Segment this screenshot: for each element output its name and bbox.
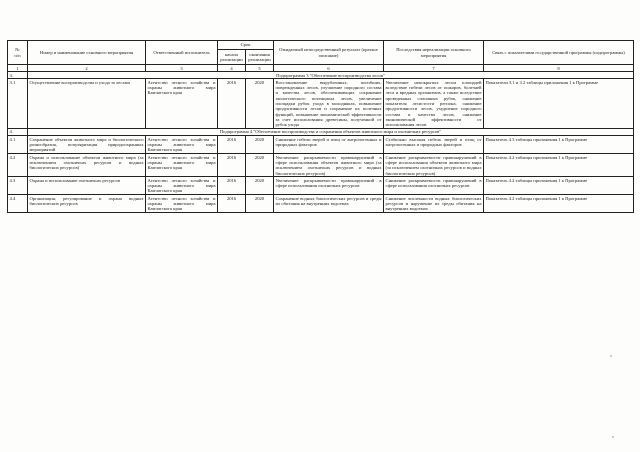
column-number: 2: [28, 65, 146, 72]
header-link: Связь с показателями государственной программы (подпрограммы): [484, 41, 634, 65]
row-start-year: 2016: [218, 177, 246, 195]
row-end-year: 2020: [246, 154, 274, 177]
table-row: [8, 195, 634, 213]
column-number: 4: [218, 65, 246, 72]
table-row: [8, 136, 634, 154]
header-term: Срок: [218, 41, 274, 50]
activities-table: [7, 40, 634, 213]
header-term-start: начала реализации: [218, 49, 246, 64]
row-num: 3.1: [8, 79, 28, 129]
column-number: 7: [384, 65, 484, 72]
row-name: Осуществление воспроизводства и ухода за лесами: [28, 79, 146, 129]
table-row: [8, 177, 634, 195]
row-result: Восстановление вырубленных, погибших, поврежденных лесов, улучшение породного состава и качества лесов, обеспечивающих сохранение экологического потенциала лесов, увеличение площадки рубок ухода в молодняках, повышение продуктивности лесов и сохранение их полезных функций, повышение экономической эффективности за счет использования древесины, полученной от рубок ухода: [275, 79, 382, 128]
row-start-year: 2016: [218, 154, 246, 177]
table-row: [8, 154, 634, 177]
row-link: Показатель 4.2 таблицы приложения 1 к Программе: [484, 195, 634, 213]
section-header-row: [8, 128, 634, 135]
row-name: Охрана и использование объектов животного мира (за исключением охотничьих ресурсов и водных биологических ресурсов): [28, 154, 146, 177]
row-link: Показатель 4.2 таблицы приложения 1 к Программе: [484, 177, 634, 195]
header-name: Номер и наименование основного мероприятия: [28, 41, 146, 65]
scan-speck: [610, 355, 612, 357]
row-result: Увеличение раскрываемости правонарушений в сфере использования охотничьих ресурсов: [274, 177, 384, 195]
row-consequences: Стабильно высокая гибель зверей и птиц от антропогенных и природных факторов: [384, 136, 484, 154]
header-num: № п/п: [8, 41, 28, 65]
row-executor: Агентство лесного хозяйства и охраны животного мира Камчатского края: [146, 154, 218, 177]
row-start-year: 2016: [218, 195, 246, 213]
header-row: [8, 41, 634, 50]
row-end-year: 2020: [246, 177, 274, 195]
column-number: 6: [274, 65, 384, 72]
section-num: 3.: [8, 72, 28, 79]
scan-speck: [612, 436, 614, 438]
row-executor: Агентство лесного хозяйства и охраны животного мира Камчатского края: [147, 177, 216, 194]
column-number: 3: [146, 65, 218, 72]
row-num: 4.1: [8, 136, 28, 154]
row-end-year: 2020: [246, 195, 274, 213]
section-num: 4.: [8, 128, 28, 135]
header-result: Ожидаемый непосредственный результат (краткое описание): [274, 41, 384, 65]
column-number-row: [8, 65, 634, 72]
table-row: [8, 79, 634, 129]
row-start-year: 2016: [218, 79, 246, 129]
row-start-year: 2016: [218, 136, 246, 154]
row-executor: Агентство лесного хозяйства и охраны животного мира Камчатского края: [147, 195, 216, 212]
column-number: 1: [8, 65, 28, 72]
row-result: Увеличение раскрываемости правонарушений в сфере использования объектов животного мира (за исключением охотничьих ресурсов и водных биологических ресурсов): [275, 154, 382, 176]
row-result: Сохранение водных биологических ресурсов и среды их обитания на внутренних водоемах: [274, 195, 384, 213]
row-result: Снижение гибели зверей и птиц от антропогенных и природных факторов: [274, 136, 384, 154]
row-consequences: Снижение численности водных биологических ресурсов и нарушение их среды обитания на внутренних водоемах: [385, 195, 482, 212]
header-executor: Ответственный исполнитель: [146, 41, 218, 65]
row-num: 4.4: [8, 195, 28, 213]
row-link: Показатель 4.3 таблицы приложения 1 к Программе: [484, 136, 634, 154]
section-title: Подпрограмма 4 "Обеспечение воспроизводства и сохранения объектов животного мира и охотничьих ресурсов": [28, 128, 634, 135]
row-consequences: Снижение раскрываемости правонарушений в сфере использования охотничьих ресурсов: [384, 177, 484, 195]
row-executor: Агентство лесного хозяйства и охраны животного мира Камчатского края: [146, 79, 218, 129]
section-title: Подпрограмма 3 "Обеспечение воспроизводства лесов": [28, 72, 634, 79]
row-consequences: Увеличение непокрытых лесом площадей вследствие гибели лесов от пожаров, болезней леса и вредных организмов, а также вследствие проведенных сплошных рубок, снижение показателя лесистости региона, снижение продуктивности лесов, ухудшение породного состава и качества лесов, снижение экономической эффективности от использования лесов: [385, 79, 482, 128]
column-number: 8: [484, 65, 634, 72]
section-header-row: [8, 72, 634, 79]
row-executor: Агентство лесного хозяйства и охраны животного мира Камчатского края: [147, 136, 216, 153]
row-name: Сохранение объектов животного мира и биологического разнообразия, популяризация природоохранных мероприятий: [29, 136, 144, 153]
header-consequences: Последствия нереализации основного мероприятия: [384, 41, 484, 65]
row-num: 4.3: [8, 177, 28, 195]
header-term-end: окончания реализации: [246, 49, 274, 64]
row-consequences: Снижение раскрываемости правонарушений в сфере использования объектов животного мира (за исключением охотничьих ресурсов и водных биологических ресурсов): [385, 154, 482, 176]
row-link: Показатель 4.2 таблицы приложения 1 к Программе: [484, 154, 634, 177]
row-end-year: 2020: [246, 79, 274, 129]
row-name: Охрана и использование охотничьих ресурсов: [28, 177, 146, 195]
row-link: Показатели 3.1 и 3.2 таблицы приложения 1 к Программе: [484, 79, 634, 129]
row-num: 4.2: [8, 154, 28, 177]
row-name: Организация, регулирование и охрана водных биологических ресурсов: [28, 195, 146, 213]
row-end-year: 2020: [246, 136, 274, 154]
column-number: 5: [246, 65, 274, 72]
